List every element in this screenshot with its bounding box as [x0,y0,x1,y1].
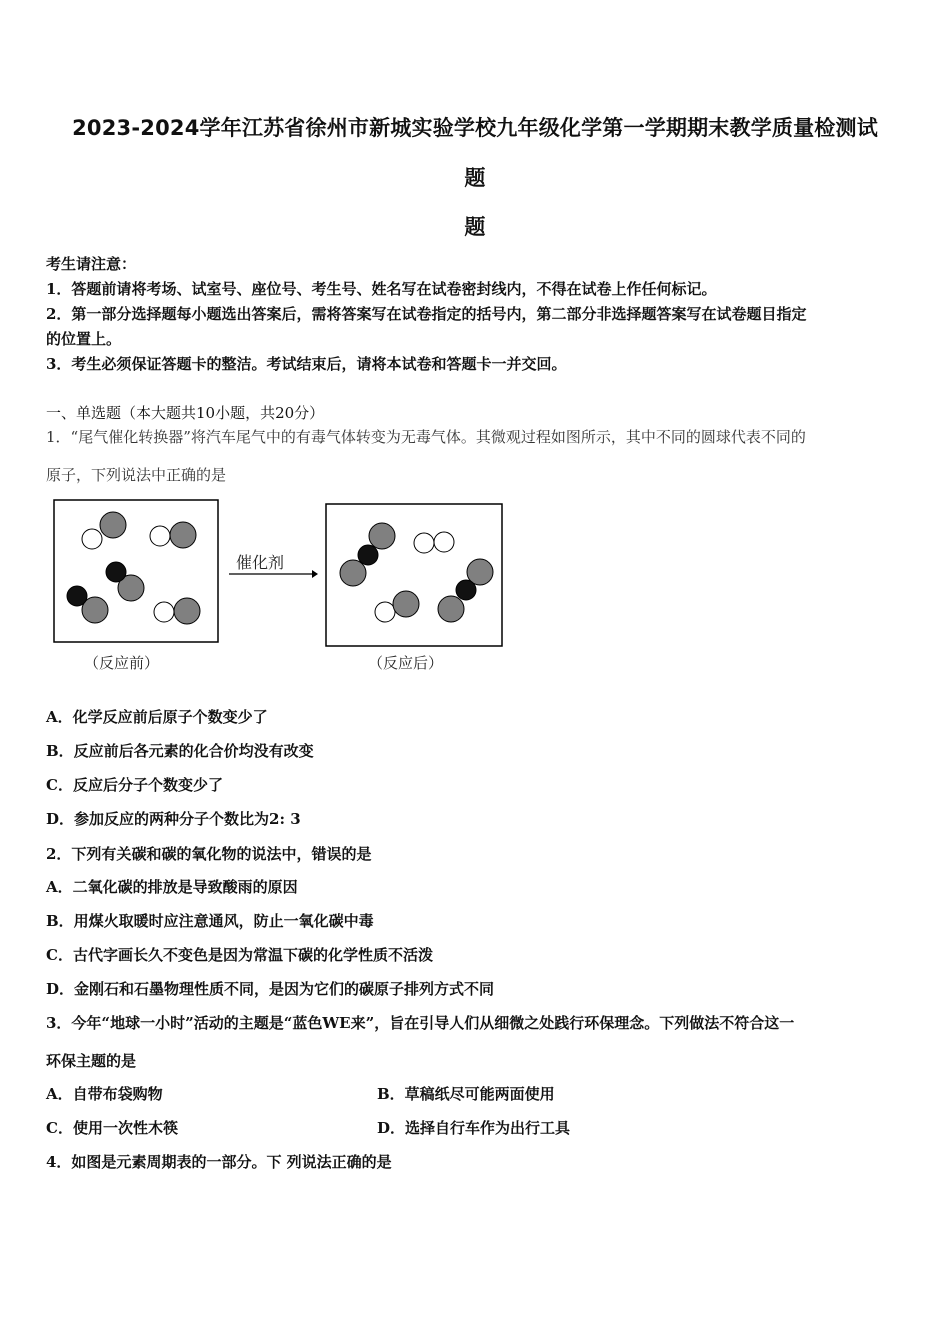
notice-item-2: 2．第一部分选择题每小题选出答案后，需将答案写在试卷指定的括号内，第二部分非选择题答案写在试卷题目指定 [46,305,807,323]
section-heading: 一、单选题（本大题共10小题，共20分） [46,404,325,422]
notice-heading: 考生请注意： [46,255,137,273]
before-label: （反应前） [84,654,160,672]
q3-stem-line2: 环保主题的是 [46,1052,137,1070]
q2-stem: 2．下列有关碳和碳的氧化物的说法中，错误的是 [46,845,372,863]
atom-gray [174,598,200,624]
q1-option-b: B．反应前后各元素的化合价均没有改变 [46,742,314,760]
q2-option-d: D．金刚石和石墨物理性质不同，是因为它们的碳原子排列方式不同 [46,980,495,998]
q2-option-b: B．用煤火取暖时应注意通风，防止一氧化碳中毒 [46,912,374,930]
page-title-line1: 2023-2024学年江苏省徐州市新城实验学校九年级化学第一学期期末教学质量检测试 [72,116,878,140]
atom-black [67,586,87,606]
atom-white [150,526,170,546]
q4-stem: 4．如图是元素周期表的一部分。下 列说法正确的是 [46,1153,392,1171]
q1-option-c: C．反应后分子个数变少了 [46,776,223,794]
q3-option-a: A．自带布袋购物 [46,1085,163,1103]
atom-gray [369,523,395,549]
atom-gray [100,512,126,538]
q2-option-c: C．古代字画长久不变色是因为常温下碳的化学性质不活泼 [46,946,433,964]
notice-item-2-cont: 的位置上。 [46,330,122,348]
atom-white [154,602,174,622]
q1-option-a: A．化学反应前后原子个数变少了 [46,708,268,726]
notice-item-3: 3．考生必须保证答题卡的整洁。考试结束后，请将本试卷和答题卡一并交回。 [46,355,567,373]
q3-option-c: C．使用一次性木筷 [46,1119,178,1137]
q3-option-d: D．选择自行车作为出行工具 [377,1119,571,1137]
q1-stem-line1: 1．“尾气催化转换器”将汽车尾气中的有毒气体转变为无毒气体。其微观过程如图所示，其中不同的圆球代表不同的 [46,428,806,446]
atom-white [434,532,454,552]
q1-option-d: D．参加反应的两种分子个数比为2: 3 [46,810,301,828]
page-title-line3: 题 [464,215,486,239]
atom-white [414,533,434,553]
after-label: （反应后） [368,654,444,672]
notice-item-1: 1．答题前请将考场、试室号、座位号、考生号、姓名写在试卷密封线内，不得在试卷上作任何标记。 [46,280,717,298]
q3-stem-line1: 3．今年“地球一小时”活动的主题是“蓝色WE来”，旨在引导人们从细微之处践行环保理念。下列做法不符合这一 [46,1014,795,1032]
q2-option-a: A．二氧化碳的排放是导致酸雨的原因 [46,878,298,896]
atom-gray [438,596,464,622]
atom-gray [340,560,366,586]
atom-gray [393,591,419,617]
atom-white [82,529,102,549]
atom-black [106,562,126,582]
atom-white [375,602,395,622]
q3-option-b: B．草稿纸尽可能两面使用 [377,1085,555,1103]
atom-black [456,580,476,600]
atom-black [358,545,378,565]
arrow-head-icon [312,570,318,578]
catalyst-label: 催化剂 [236,553,285,572]
q1-stem-line2: 原子，下列说法中正确的是 [46,466,227,484]
page-title-line2: 题 [464,166,486,190]
atom-gray [170,522,196,548]
